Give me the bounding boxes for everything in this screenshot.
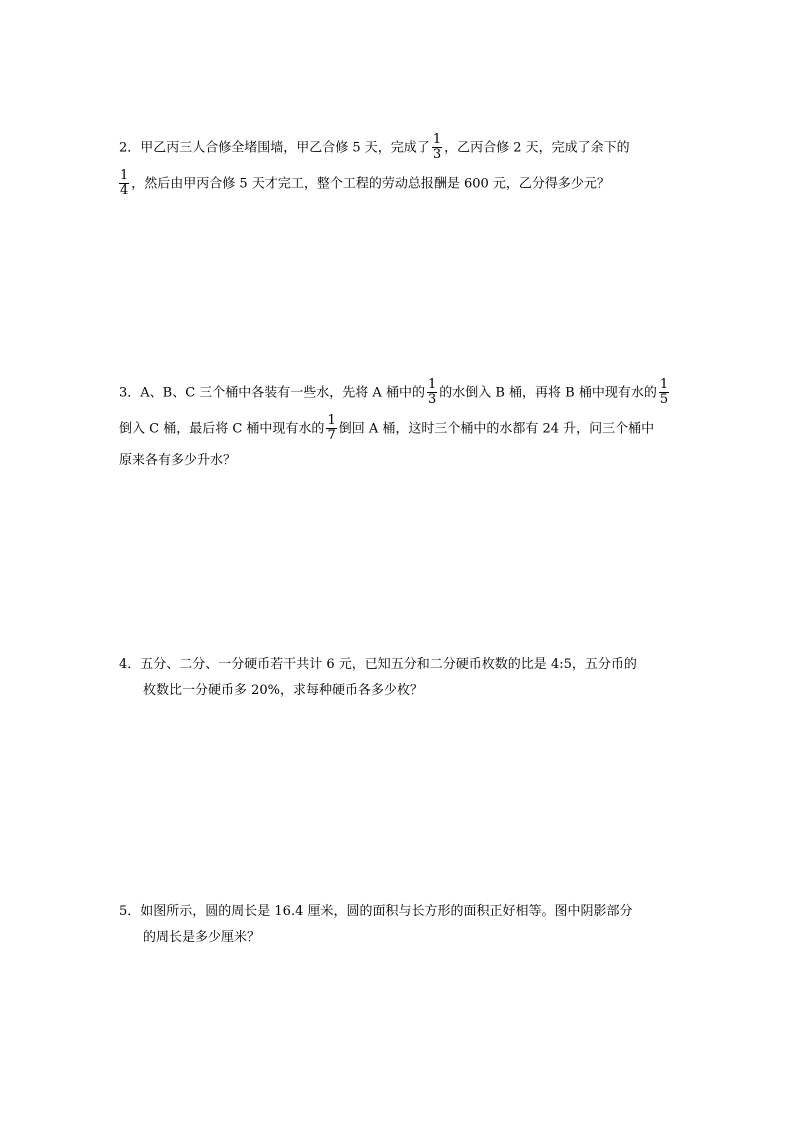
- question-3-text-4: 倒回 A 桶，这时三个桶中的水都有 24 升，问三个桶中: [338, 420, 655, 436]
- fraction-one-fourth: [119, 169, 129, 199]
- fraction-numerator: 1: [120, 167, 129, 183]
- fraction-denominator: 3: [427, 392, 437, 408]
- question-4-line-2: 枚数比一分硬币多 20%，求每种硬币各多少枚？: [143, 683, 424, 698]
- fraction-numerator: 1: [659, 377, 669, 392]
- question-3-line-2: [119, 414, 679, 444]
- fraction-denominator: 5: [659, 392, 669, 408]
- fraction-one-third: [427, 378, 437, 408]
- question-2-text-2: ，乙丙合修 2 天，完成了余下的: [444, 140, 630, 156]
- question-2: [119, 133, 679, 198]
- question-4-line-1: 4．五分、二分、一分硬币若干共计 6 元，已知五分和二分硬币枚数的比是 4:5，五分币的: [119, 657, 637, 672]
- fraction-denominator: 3: [432, 147, 442, 163]
- question-5-line-2: 的周长是多少厘米？: [143, 930, 261, 945]
- fraction-numerator: 1: [432, 132, 442, 147]
- question-3-text-3: 倒入 C 桶，最后将 C 桶中现有水的: [119, 420, 325, 436]
- fraction-one-seventh: [326, 414, 336, 444]
- fraction-numerator: 1: [427, 377, 437, 392]
- question-2-line-1: [119, 133, 679, 163]
- question-3-text-2: 的水倒入 B 桶，再将 B 桶中现有水的: [439, 385, 657, 401]
- question-5-line-1: 5．如图所示，圆的周长是 16.4 厘米，圆的面积与长方形的面积正好相等。图中阴影部分: [119, 904, 633, 919]
- question-2-text-3: ，然后由甲丙合修 5 天才完工，整个工程的劳动总报酬是 600 元，乙分得多少元？: [131, 175, 610, 191]
- question-3: [119, 378, 679, 469]
- fraction-numerator: 1: [327, 412, 336, 428]
- question-3-line-1: [119, 378, 679, 408]
- question-3-line-3: [119, 453, 679, 469]
- fraction-one-fifth: [659, 378, 669, 408]
- question-5: [119, 899, 679, 951]
- question-2-line-2: [119, 169, 679, 199]
- fraction-one-third: [432, 133, 442, 163]
- question-4: [119, 652, 679, 704]
- question-3-text-5: 原来各有多少升水？: [119, 453, 237, 469]
- question-2-text-1: 2．甲乙丙三人合修全堵围墙，甲乙合修 5 天，完成了: [119, 140, 430, 156]
- fraction-denominator: 4: [120, 182, 129, 198]
- question-3-text-1: 3．A、B、C 三个桶中各装有一些水，先将 A 桶中的: [119, 385, 425, 401]
- fraction-denominator: 7: [327, 427, 336, 443]
